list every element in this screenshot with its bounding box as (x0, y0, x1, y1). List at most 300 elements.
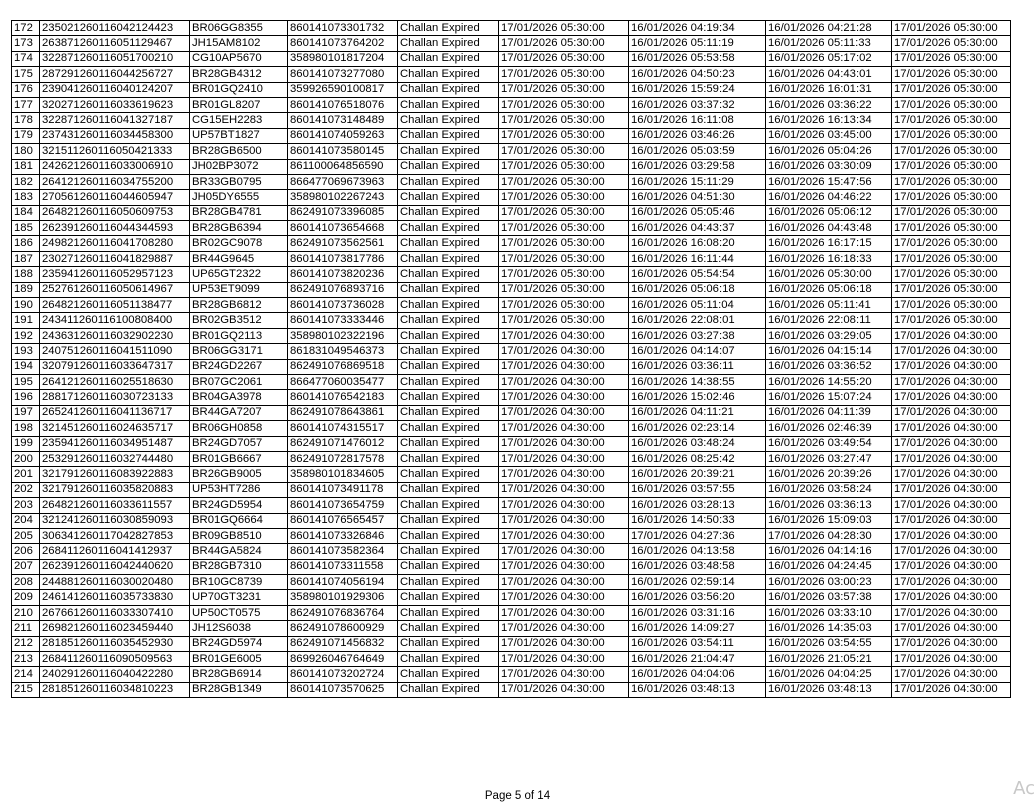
created-time-cell: 16/01/2026 04:50:23 (629, 67, 766, 82)
challan-table (11, 20, 1011, 698)
updated-time-cell: 16/01/2026 03:29:05 (766, 328, 892, 343)
vehicle-number-cell: BR28GB6914 (190, 667, 288, 682)
valid-till-cell: 17/01/2026 04:30:00 (892, 667, 1011, 682)
challan-id-cell: 320271260116033619623 (40, 97, 190, 112)
row-number-cell: 176 (12, 82, 40, 97)
device-imei-cell: 866477060035477 (288, 374, 398, 389)
status-cell: Challan Expired (398, 590, 499, 605)
challan-id-cell: 246141260116035733830 (40, 590, 190, 605)
vehicle-number-cell: CG10AP5670 (190, 51, 288, 66)
table-row (12, 605, 1011, 620)
challan-id-cell: 321791260116083922883 (40, 467, 190, 482)
row-number-cell: 201 (12, 467, 40, 482)
status-cell: Challan Expired (398, 236, 499, 251)
row-number-cell: 206 (12, 544, 40, 559)
valid-till-cell: 17/01/2026 04:30:00 (892, 621, 1011, 636)
valid-till-cell: 17/01/2026 04:30:00 (892, 467, 1011, 482)
challan-id-cell: 264121260116034755200 (40, 174, 190, 189)
table-row (12, 513, 1011, 528)
row-number-cell: 174 (12, 51, 40, 66)
status-cell: Challan Expired (398, 682, 499, 697)
table-row (12, 21, 1011, 36)
challan-id-cell: 321451260116024635717 (40, 421, 190, 436)
expiry-time-cell: 17/01/2026 04:30:00 (499, 498, 629, 513)
created-time-cell: 16/01/2026 14:38:55 (629, 374, 766, 389)
created-time-cell: 16/01/2026 15:02:46 (629, 390, 766, 405)
challan-id-cell: 268411260116090509563 (40, 652, 190, 667)
table-row (12, 328, 1011, 343)
updated-time-cell: 16/01/2026 04:21:28 (766, 21, 892, 36)
expiry-time-cell: 17/01/2026 05:30:00 (499, 236, 629, 251)
status-cell: Challan Expired (398, 159, 499, 174)
challan-id-cell: 288171260116030723133 (40, 390, 190, 405)
created-time-cell: 16/01/2026 05:03:59 (629, 144, 766, 159)
vehicle-number-cell: UP70GT3231 (190, 590, 288, 605)
vehicle-number-cell: UP50CT0575 (190, 605, 288, 620)
expiry-time-cell: 17/01/2026 05:30:00 (499, 221, 629, 236)
challan-id-cell: 281851260116035452930 (40, 636, 190, 651)
updated-time-cell: 16/01/2026 15:09:03 (766, 513, 892, 528)
table-row (12, 528, 1011, 543)
vehicle-number-cell: BR01GQ2113 (190, 328, 288, 343)
valid-till-cell: 17/01/2026 05:30:00 (892, 51, 1011, 66)
challan-id-cell: 320791260116033647317 (40, 359, 190, 374)
device-imei-cell: 866477069673963 (288, 174, 398, 189)
updated-time-cell: 16/01/2026 05:11:33 (766, 36, 892, 51)
table-row (12, 544, 1011, 559)
status-cell: Challan Expired (398, 421, 499, 436)
valid-till-cell: 17/01/2026 04:30:00 (892, 374, 1011, 389)
table-row (12, 51, 1011, 66)
device-imei-cell: 860141073326846 (288, 528, 398, 543)
device-imei-cell: 860141076565457 (288, 513, 398, 528)
page-number: Page 5 of 14 (484, 790, 551, 802)
expiry-time-cell: 17/01/2026 04:30:00 (499, 390, 629, 405)
expiry-time-cell: 17/01/2026 05:30:00 (499, 21, 629, 36)
vehicle-number-cell: JH12S6038 (190, 621, 288, 636)
updated-time-cell: 16/01/2026 03:54:55 (766, 636, 892, 651)
updated-time-cell: 16/01/2026 03:00:23 (766, 575, 892, 590)
device-imei-cell: 861831049546373 (288, 344, 398, 359)
vehicle-number-cell: BR01GL8207 (190, 97, 288, 112)
row-number-cell: 209 (12, 590, 40, 605)
expiry-time-cell: 17/01/2026 05:30:00 (499, 144, 629, 159)
row-number-cell: 173 (12, 36, 40, 51)
challan-id-cell: 270561260116044605947 (40, 190, 190, 205)
created-time-cell: 16/01/2026 04:51:30 (629, 190, 766, 205)
valid-till-cell: 17/01/2026 04:30:00 (892, 544, 1011, 559)
valid-till-cell: 17/01/2026 04:30:00 (892, 590, 1011, 605)
status-cell: Challan Expired (398, 344, 499, 359)
device-imei-cell: 860141073736028 (288, 298, 398, 313)
status-cell: Challan Expired (398, 667, 499, 682)
table-row (12, 174, 1011, 189)
row-number-cell: 213 (12, 652, 40, 667)
valid-till-cell: 17/01/2026 04:30:00 (892, 528, 1011, 543)
challan-id-cell: 269821260116023459440 (40, 621, 190, 636)
expiry-time-cell: 17/01/2026 04:30:00 (499, 482, 629, 497)
expiry-time-cell: 17/01/2026 04:30:00 (499, 682, 629, 697)
expiry-time-cell: 17/01/2026 04:30:00 (499, 359, 629, 374)
vehicle-number-cell: BR02GB3512 (190, 313, 288, 328)
updated-time-cell: 16/01/2026 16:01:31 (766, 82, 892, 97)
valid-till-cell: 17/01/2026 04:30:00 (892, 498, 1011, 513)
updated-time-cell: 16/01/2026 03:36:13 (766, 498, 892, 513)
status-cell: Challan Expired (398, 621, 499, 636)
row-number-cell: 200 (12, 451, 40, 466)
device-imei-cell: 860141073202724 (288, 667, 398, 682)
row-number-cell: 178 (12, 113, 40, 128)
valid-till-cell: 17/01/2026 04:30:00 (892, 575, 1011, 590)
valid-till-cell: 17/01/2026 05:30:00 (892, 144, 1011, 159)
valid-till-cell: 17/01/2026 05:30:00 (892, 190, 1011, 205)
updated-time-cell: 16/01/2026 03:36:52 (766, 359, 892, 374)
valid-till-cell: 17/01/2026 05:30:00 (892, 128, 1011, 143)
valid-till-cell: 17/01/2026 05:30:00 (892, 21, 1011, 36)
challan-id-cell: 262391260116042440620 (40, 559, 190, 574)
valid-till-cell: 17/01/2026 05:30:00 (892, 221, 1011, 236)
valid-till-cell: 17/01/2026 04:30:00 (892, 405, 1011, 420)
challan-table-body (12, 21, 1011, 698)
updated-time-cell: 16/01/2026 02:46:39 (766, 421, 892, 436)
created-time-cell: 16/01/2026 15:11:29 (629, 174, 766, 189)
table-row (12, 97, 1011, 112)
challan-id-cell: 322871260116041327187 (40, 113, 190, 128)
row-number-cell: 187 (12, 251, 40, 266)
expiry-time-cell: 17/01/2026 04:30:00 (499, 636, 629, 651)
table-row (12, 221, 1011, 236)
device-imei-cell: 358980102322196 (288, 328, 398, 343)
status-cell: Challan Expired (398, 282, 499, 297)
table-row (12, 344, 1011, 359)
challan-id-cell: 253291260116032744480 (40, 451, 190, 466)
created-time-cell: 16/01/2026 20:39:21 (629, 467, 766, 482)
created-time-cell: 16/01/2026 05:11:04 (629, 298, 766, 313)
status-cell: Challan Expired (398, 267, 499, 282)
created-time-cell: 16/01/2026 04:11:21 (629, 405, 766, 420)
updated-time-cell: 16/01/2026 03:49:54 (766, 436, 892, 451)
created-time-cell: 16/01/2026 08:25:42 (629, 451, 766, 466)
status-cell: Challan Expired (398, 482, 499, 497)
created-time-cell: 16/01/2026 03:56:20 (629, 590, 766, 605)
row-number-cell: 205 (12, 528, 40, 543)
row-number-cell: 211 (12, 621, 40, 636)
expiry-time-cell: 17/01/2026 04:30:00 (499, 667, 629, 682)
challan-id-cell: 264821260116051138477 (40, 298, 190, 313)
challan-id-cell: 321241260116030859093 (40, 513, 190, 528)
device-imei-cell: 860141076518076 (288, 97, 398, 112)
row-number-cell: 185 (12, 221, 40, 236)
vehicle-number-cell: BR06GG3171 (190, 344, 288, 359)
status-cell: Challan Expired (398, 559, 499, 574)
expiry-time-cell: 17/01/2026 05:30:00 (499, 113, 629, 128)
row-number-cell: 198 (12, 421, 40, 436)
challan-id-cell: 268411260116041412937 (40, 544, 190, 559)
created-time-cell: 16/01/2026 16:08:20 (629, 236, 766, 251)
device-imei-cell: 358980102267243 (288, 190, 398, 205)
row-number-cell: 182 (12, 174, 40, 189)
device-imei-cell: 862491071456832 (288, 636, 398, 651)
device-imei-cell: 860141073580145 (288, 144, 398, 159)
updated-time-cell: 16/01/2026 04:14:16 (766, 544, 892, 559)
row-number-cell: 204 (12, 513, 40, 528)
created-time-cell: 16/01/2026 14:09:27 (629, 621, 766, 636)
expiry-time-cell: 17/01/2026 04:30:00 (499, 605, 629, 620)
valid-till-cell: 17/01/2026 04:30:00 (892, 359, 1011, 374)
updated-time-cell: 16/01/2026 05:04:26 (766, 144, 892, 159)
valid-till-cell: 17/01/2026 05:30:00 (892, 82, 1011, 97)
table-row (12, 359, 1011, 374)
table-row (12, 667, 1011, 682)
table-row (12, 282, 1011, 297)
status-cell: Challan Expired (398, 513, 499, 528)
updated-time-cell: 16/01/2026 04:04:25 (766, 667, 892, 682)
created-time-cell: 16/01/2026 03:48:58 (629, 559, 766, 574)
created-time-cell: 16/01/2026 03:46:26 (629, 128, 766, 143)
row-number-cell: 199 (12, 436, 40, 451)
updated-time-cell: 16/01/2026 15:07:24 (766, 390, 892, 405)
status-cell: Challan Expired (398, 544, 499, 559)
created-time-cell: 16/01/2026 14:50:33 (629, 513, 766, 528)
row-number-cell: 191 (12, 313, 40, 328)
valid-till-cell: 17/01/2026 05:30:00 (892, 313, 1011, 328)
created-time-cell: 16/01/2026 05:54:54 (629, 267, 766, 282)
status-cell: Challan Expired (398, 36, 499, 51)
vehicle-number-cell: BR33GB0795 (190, 174, 288, 189)
created-time-cell: 16/01/2026 02:23:14 (629, 421, 766, 436)
valid-till-cell: 17/01/2026 04:30:00 (892, 390, 1011, 405)
valid-till-cell: 17/01/2026 05:30:00 (892, 298, 1011, 313)
device-imei-cell: 860141073654668 (288, 221, 398, 236)
device-imei-cell: 860141073820236 (288, 267, 398, 282)
table-row (12, 113, 1011, 128)
valid-till-cell: 17/01/2026 05:30:00 (892, 251, 1011, 266)
valid-till-cell: 17/01/2026 05:30:00 (892, 36, 1011, 51)
valid-till-cell: 17/01/2026 04:30:00 (892, 682, 1011, 697)
expiry-time-cell: 17/01/2026 04:30:00 (499, 467, 629, 482)
row-number-cell: 180 (12, 144, 40, 159)
challan-id-cell: 267661260116033307410 (40, 605, 190, 620)
valid-till-cell: 17/01/2026 04:30:00 (892, 451, 1011, 466)
updated-time-cell: 16/01/2026 03:48:13 (766, 682, 892, 697)
row-number-cell: 212 (12, 636, 40, 651)
created-time-cell: 16/01/2026 03:54:11 (629, 636, 766, 651)
device-imei-cell: 860141074059263 (288, 128, 398, 143)
row-number-cell: 183 (12, 190, 40, 205)
status-cell: Challan Expired (398, 128, 499, 143)
created-time-cell: 17/01/2026 04:27:36 (629, 528, 766, 543)
row-number-cell: 214 (12, 667, 40, 682)
expiry-time-cell: 17/01/2026 05:30:00 (499, 313, 629, 328)
created-time-cell: 16/01/2026 04:13:58 (629, 544, 766, 559)
valid-till-cell: 17/01/2026 04:30:00 (892, 328, 1011, 343)
vehicle-number-cell: BR02GC9078 (190, 236, 288, 251)
created-time-cell: 16/01/2026 03:48:13 (629, 682, 766, 697)
expiry-time-cell: 17/01/2026 05:30:00 (499, 159, 629, 174)
vehicle-number-cell: JH05DY6555 (190, 190, 288, 205)
table-row (12, 451, 1011, 466)
created-time-cell: 16/01/2026 05:53:58 (629, 51, 766, 66)
expiry-time-cell: 17/01/2026 05:30:00 (499, 82, 629, 97)
vehicle-number-cell: BR44GA7207 (190, 405, 288, 420)
table-row (12, 636, 1011, 651)
valid-till-cell: 17/01/2026 04:30:00 (892, 636, 1011, 651)
created-time-cell: 16/01/2026 03:37:32 (629, 97, 766, 112)
challan-id-cell: 262391260116044344593 (40, 221, 190, 236)
status-cell: Challan Expired (398, 298, 499, 313)
table-row (12, 251, 1011, 266)
challan-id-cell: 240291260116040422280 (40, 667, 190, 682)
table-row (12, 298, 1011, 313)
updated-time-cell: 16/01/2026 05:11:41 (766, 298, 892, 313)
updated-time-cell: 16/01/2026 20:39:26 (766, 467, 892, 482)
table-row (12, 82, 1011, 97)
vehicle-number-cell: BR28GB4781 (190, 205, 288, 220)
updated-time-cell: 17/01/2026 04:28:30 (766, 528, 892, 543)
updated-time-cell: 16/01/2026 15:47:56 (766, 174, 892, 189)
device-imei-cell: 860141073817786 (288, 251, 398, 266)
status-cell: Challan Expired (398, 174, 499, 189)
expiry-time-cell: 17/01/2026 05:30:00 (499, 51, 629, 66)
row-number-cell: 192 (12, 328, 40, 343)
status-cell: Challan Expired (398, 451, 499, 466)
expiry-time-cell: 17/01/2026 05:30:00 (499, 298, 629, 313)
row-number-cell: 196 (12, 390, 40, 405)
challan-id-cell: 239041260116040124207 (40, 82, 190, 97)
device-imei-cell: 862491078600929 (288, 621, 398, 636)
device-imei-cell: 860141073764202 (288, 36, 398, 51)
device-imei-cell: 860141073311558 (288, 559, 398, 574)
device-imei-cell: 862491073396085 (288, 205, 398, 220)
status-cell: Challan Expired (398, 605, 499, 620)
row-number-cell: 184 (12, 205, 40, 220)
updated-time-cell: 16/01/2026 03:57:38 (766, 590, 892, 605)
updated-time-cell: 16/01/2026 22:08:11 (766, 313, 892, 328)
device-imei-cell: 861100064856590 (288, 159, 398, 174)
table-row (12, 159, 1011, 174)
table-row (12, 67, 1011, 82)
status-cell: Challan Expired (398, 51, 499, 66)
table-row (12, 498, 1011, 513)
created-time-cell: 16/01/2026 16:11:08 (629, 113, 766, 128)
vehicle-number-cell: UP65GT2322 (190, 267, 288, 282)
device-imei-cell: 860141076542183 (288, 390, 398, 405)
expiry-time-cell: 17/01/2026 05:30:00 (499, 251, 629, 266)
expiry-time-cell: 17/01/2026 05:30:00 (499, 267, 629, 282)
status-cell: Challan Expired (398, 374, 499, 389)
device-imei-cell: 862491076836764 (288, 605, 398, 620)
table-row (12, 621, 1011, 636)
valid-till-cell: 17/01/2026 04:30:00 (892, 652, 1011, 667)
valid-till-cell: 17/01/2026 05:30:00 (892, 174, 1011, 189)
challan-id-cell: 249821260116041708280 (40, 236, 190, 251)
table-row (12, 236, 1011, 251)
valid-till-cell: 17/01/2026 05:30:00 (892, 113, 1011, 128)
status-cell: Challan Expired (398, 82, 499, 97)
row-number-cell: 195 (12, 374, 40, 389)
valid-till-cell: 17/01/2026 05:30:00 (892, 67, 1011, 82)
vehicle-number-cell: BR28GB4312 (190, 67, 288, 82)
device-imei-cell: 860141073582364 (288, 544, 398, 559)
row-number-cell: 186 (12, 236, 40, 251)
expiry-time-cell: 17/01/2026 05:30:00 (499, 128, 629, 143)
vehicle-number-cell: BR24GD5974 (190, 636, 288, 651)
row-number-cell: 177 (12, 97, 40, 112)
created-time-cell: 16/01/2026 04:19:34 (629, 21, 766, 36)
device-imei-cell: 860141073277080 (288, 67, 398, 82)
status-cell: Challan Expired (398, 436, 499, 451)
status-cell: Challan Expired (398, 405, 499, 420)
challan-id-cell: 243411260116100808400 (40, 313, 190, 328)
created-time-cell: 16/01/2026 03:31:16 (629, 605, 766, 620)
expiry-time-cell: 17/01/2026 05:30:00 (499, 282, 629, 297)
table-row (12, 421, 1011, 436)
expiry-time-cell: 17/01/2026 05:30:00 (499, 36, 629, 51)
updated-time-cell: 16/01/2026 16:13:34 (766, 113, 892, 128)
updated-time-cell: 16/01/2026 04:43:48 (766, 221, 892, 236)
device-imei-cell: 860141074315517 (288, 421, 398, 436)
valid-till-cell: 17/01/2026 04:30:00 (892, 436, 1011, 451)
row-number-cell: 210 (12, 605, 40, 620)
created-time-cell: 16/01/2026 05:06:18 (629, 282, 766, 297)
challan-id-cell: 230271260116041829887 (40, 251, 190, 266)
valid-till-cell: 17/01/2026 04:30:00 (892, 559, 1011, 574)
expiry-time-cell: 17/01/2026 04:30:00 (499, 436, 629, 451)
expiry-time-cell: 17/01/2026 04:30:00 (499, 344, 629, 359)
valid-till-cell: 17/01/2026 05:30:00 (892, 236, 1011, 251)
expiry-time-cell: 17/01/2026 04:30:00 (499, 544, 629, 559)
row-number-cell: 188 (12, 267, 40, 282)
vehicle-number-cell: BR28GB1349 (190, 682, 288, 697)
device-imei-cell: 862491078643861 (288, 405, 398, 420)
device-imei-cell: 862491071476012 (288, 436, 398, 451)
updated-time-cell: 16/01/2026 14:35:03 (766, 621, 892, 636)
table-row (12, 682, 1011, 697)
table-row (12, 590, 1011, 605)
expiry-time-cell: 17/01/2026 04:30:00 (499, 652, 629, 667)
updated-time-cell: 16/01/2026 03:30:09 (766, 159, 892, 174)
status-cell: Challan Expired (398, 251, 499, 266)
row-number-cell: 202 (12, 482, 40, 497)
row-number-cell: 190 (12, 298, 40, 313)
row-number-cell: 179 (12, 128, 40, 143)
table-row (12, 652, 1011, 667)
updated-time-cell: 16/01/2026 04:46:22 (766, 190, 892, 205)
status-cell: Challan Expired (398, 113, 499, 128)
table-row (12, 190, 1011, 205)
created-time-cell: 16/01/2026 03:27:38 (629, 328, 766, 343)
expiry-time-cell: 17/01/2026 05:30:00 (499, 205, 629, 220)
challan-id-cell: 287291260116044256727 (40, 67, 190, 82)
vehicle-number-cell: BR28GB6812 (190, 298, 288, 313)
challan-id-cell: 235941260116034951487 (40, 436, 190, 451)
updated-time-cell: 16/01/2026 14:55:20 (766, 374, 892, 389)
device-imei-cell: 860141073491178 (288, 482, 398, 497)
created-time-cell: 16/01/2026 03:28:13 (629, 498, 766, 513)
table-row (12, 467, 1011, 482)
status-cell: Challan Expired (398, 190, 499, 205)
row-number-cell: 215 (12, 682, 40, 697)
vehicle-number-cell: BR06GG8355 (190, 21, 288, 36)
vehicle-number-cell: BR09GB8510 (190, 528, 288, 543)
challan-id-cell: 322871260116051700210 (40, 51, 190, 66)
row-number-cell: 181 (12, 159, 40, 174)
row-number-cell: 197 (12, 405, 40, 420)
expiry-time-cell: 17/01/2026 04:30:00 (499, 374, 629, 389)
created-time-cell: 16/01/2026 04:04:06 (629, 667, 766, 682)
expiry-time-cell: 17/01/2026 05:30:00 (499, 97, 629, 112)
created-time-cell: 16/01/2026 03:36:11 (629, 359, 766, 374)
